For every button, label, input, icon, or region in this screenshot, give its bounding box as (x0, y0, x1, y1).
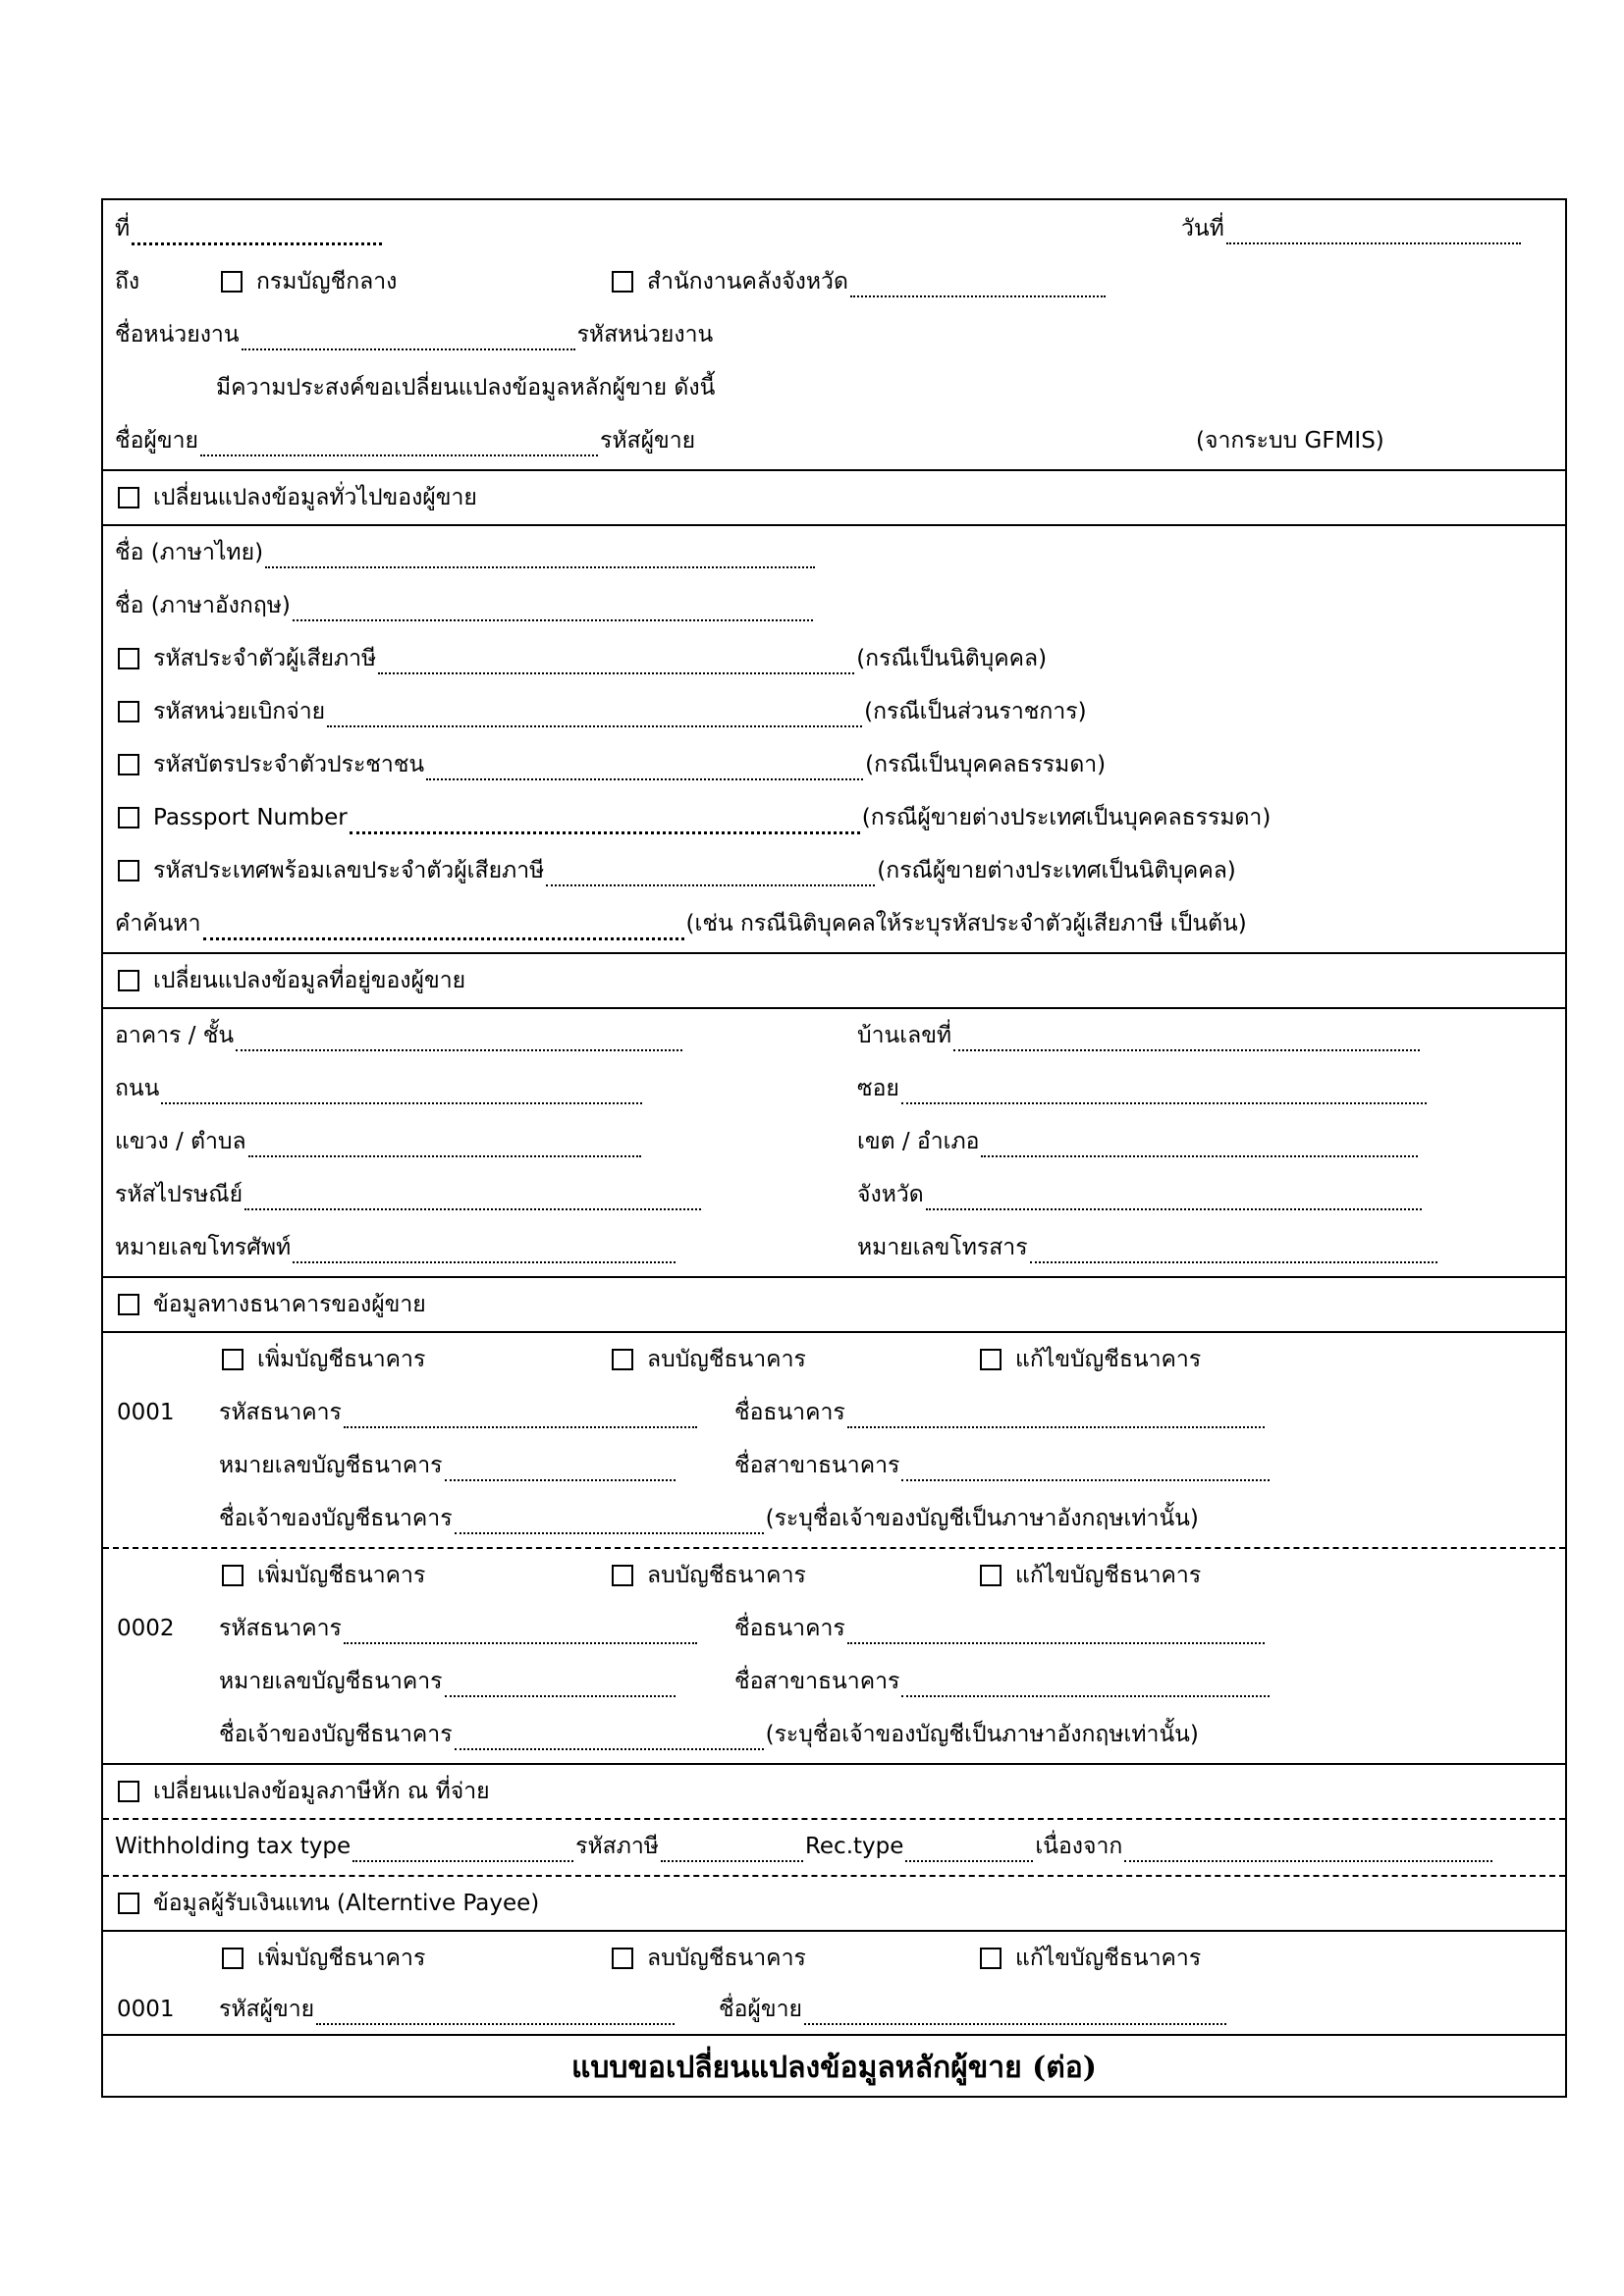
citizen-id-note: (กรณีเป็นบุคคลธรรมดา) (865, 752, 1107, 777)
bank-2-owner-note: (ระบุชื่อเจ้าของบัญชีเป็นภาษาอังกฤษเท่านั้น) (765, 1722, 1199, 1747)
alt-edit-label: แก้ไขบัญชีธนาคาร (1015, 1946, 1202, 1971)
citizen-id-field[interactable] (426, 749, 863, 780)
bank-2-owner-label: ชื่อเจ้าของบัญชีธนาคาร (219, 1722, 453, 1747)
bank-1-actions (103, 1333, 1565, 1386)
province-office-field[interactable] (850, 266, 1106, 297)
general-section-title: เปลี่ยนแปลงข้อมูลทั่วไปของผู้ขาย (153, 485, 477, 510)
bank-1-delete-label: ลบบัญชีธนาคาร (647, 1347, 806, 1372)
gfmis-note: (จากระบบ GFMIS) (1196, 428, 1384, 454)
tax-id-row (103, 632, 1565, 685)
address-row-3 (103, 1115, 1565, 1168)
province-field[interactable] (926, 1179, 1422, 1210)
building-label: อาคาร / ชั้น (115, 1023, 235, 1048)
fax-label: หมายเลขโทรสาร (857, 1235, 1028, 1260)
district-label: เขต / อำเภอ (857, 1129, 980, 1154)
alt-payee-actions (103, 1932, 1565, 1985)
header-row-4 (103, 361, 1565, 414)
rec-type-label: Rec.type (804, 1834, 904, 1859)
address-section-checkbox[interactable] (118, 970, 139, 991)
house-no-label: บ้านเลขที่ (857, 1023, 952, 1048)
search-label: คำค้นหา (115, 911, 201, 936)
withholding-section-title: เปลี่ยนแปลงข้อมูลภาษีหัก ณ ที่จ่าย (153, 1779, 490, 1804)
reason-label: เนื่องจาก (1035, 1834, 1123, 1859)
tax-id-note: (กรณีเป็นนิติบุคคล) (856, 646, 1048, 671)
postcode-label: รหัสไปรษณีย์ (115, 1182, 244, 1207)
alt-payee-row (103, 1983, 1565, 2036)
name-th-field[interactable] (265, 537, 815, 568)
bank-2-delete-label: ลบบัญชีธนาคาร (647, 1563, 806, 1588)
bank-2-edit-label: แก้ไขบัญชีธนาคาร (1015, 1563, 1202, 1588)
alt-vendor-name-field[interactable] (804, 1994, 1226, 2025)
date-field[interactable] (1226, 213, 1521, 244)
phone-field[interactable] (293, 1232, 676, 1263)
header-row-2 (103, 255, 1565, 308)
alt-vendor-name-label: ชื่อผู้ขาย (719, 1997, 803, 2022)
country-tax-label: รหัสประเทศพร้อมเลขประจำตัวผู้เสียภาษี (153, 858, 545, 883)
bank-1-edit-label: แก้ไขบัญชีธนาคาร (1015, 1347, 1202, 1372)
bank-2-edit-checkbox[interactable] (980, 1565, 1001, 1586)
disb-unit-label: รหัสหน่วยเบิกจ่าย (153, 699, 326, 724)
passport-label: Passport Number (153, 805, 348, 830)
to-comptroller-checkbox[interactable] (221, 271, 243, 293)
bank-1-owner-note: (ระบุชื่อเจ้าของบัญชีเป็นภาษาอังกฤษเท่านั้น) (765, 1506, 1199, 1531)
alt-vendor-code-label: รหัสผู้ขาย (219, 1997, 315, 2022)
bank-2-account-field[interactable] (445, 1666, 676, 1697)
bank-1-code-label: รหัสธนาคาร (219, 1400, 342, 1425)
subdistrict-field[interactable] (248, 1126, 641, 1157)
disb-unit-row (103, 685, 1565, 738)
bank-2-row-1 (103, 1602, 1565, 1655)
fax-field[interactable] (1030, 1232, 1437, 1263)
wht-code-label: รหัสภาษี (575, 1834, 659, 1859)
reason-field[interactable] (1124, 1831, 1492, 1862)
alt-payee-section-title: ข้อมูลผู้รับเงินแทน (Alterntive Payee) (153, 1891, 540, 1916)
alt-seq: 0001 (117, 1997, 175, 2022)
alt-delete-label: ลบบัญชีธนาคาร (647, 1946, 806, 1971)
bank-2-branch-label: ชื่อสาขาธนาคาร (734, 1669, 900, 1694)
withholding-row (103, 1820, 1565, 1873)
general-section-header (103, 471, 1565, 524)
alt-delete-checkbox[interactable] (612, 1948, 633, 1969)
citizen-id-label: รหัสบัตรประจำตัวประชาชน (153, 752, 425, 777)
disb-unit-note: (กรณีเป็นส่วนราชการ) (864, 699, 1087, 724)
to-provincial-checkbox[interactable] (612, 271, 633, 293)
bank-1-row-1 (103, 1386, 1565, 1439)
withholding-section-checkbox[interactable] (118, 1781, 139, 1802)
search-field[interactable] (203, 908, 684, 940)
bank-1-row-2 (103, 1439, 1565, 1492)
district-field[interactable] (981, 1126, 1418, 1157)
bank-1-account-field[interactable] (445, 1450, 676, 1481)
name-th-label: ชื่อ (ภาษาไทย) (115, 540, 264, 565)
agency-name-label: ชื่อหน่วยงาน (115, 322, 240, 347)
citizen-id-row (103, 738, 1565, 791)
road-field[interactable] (161, 1073, 642, 1104)
bank-section-title: ข้อมูลทางธนาคารของผู้ขาย (153, 1292, 426, 1317)
disb-unit-checkbox[interactable] (118, 701, 139, 722)
to-label: ถึง (115, 269, 140, 294)
bank-1-code-field[interactable] (344, 1397, 697, 1428)
passport-checkbox[interactable] (118, 807, 139, 828)
tax-id-field[interactable] (378, 643, 854, 674)
intent-text: มีความประสงค์ขอเปลี่ยนแปลงข้อมูลหลักผู้ขาย ดังนี้ (216, 375, 716, 400)
bank-2-add-label: เพิ่มบัญชีธนาคาร (257, 1563, 426, 1588)
bank-2-code-field[interactable] (344, 1613, 697, 1644)
rec-type-field[interactable] (905, 1831, 1033, 1862)
name-en-row (103, 579, 1565, 632)
vendor-code-label: รหัสผู้ขาย (600, 428, 696, 454)
bank-1-account-label: หมายเลขบัญชีธนาคาร (219, 1453, 443, 1478)
subdistrict-label: แขวง / ตำบล (115, 1129, 246, 1154)
to-comptroller-label: กรมบัญชีกลาง (256, 269, 398, 294)
no-field[interactable] (132, 213, 382, 245)
alt-add-label: เพิ่มบัญชีธนาคาร (257, 1946, 426, 1971)
vendor-name-field[interactable] (200, 425, 598, 456)
withholding-section-header (103, 1765, 1565, 1818)
soi-label: ซอย (857, 1076, 899, 1101)
building-field[interactable] (236, 1020, 682, 1051)
general-section-checkbox[interactable] (118, 487, 139, 508)
house-no-field[interactable] (953, 1020, 1420, 1051)
bank-1-name-field[interactable] (847, 1397, 1265, 1428)
passport-field[interactable] (350, 802, 860, 834)
bank-2-add-checkbox[interactable] (222, 1565, 244, 1586)
bank-2-seq: 0002 (117, 1616, 175, 1641)
address-row-2 (103, 1062, 1565, 1115)
form-title: แบบขอเปลี่ยนแปลงข้อมูลหลักผู้ขาย (ต่อ) (571, 2051, 1097, 2085)
postcode-field[interactable] (244, 1179, 701, 1210)
bank-1-owner-field[interactable] (455, 1503, 764, 1534)
bank-2-code-label: รหัสธนาคาร (219, 1616, 342, 1641)
disb-unit-field[interactable] (327, 696, 862, 727)
passport-row (103, 791, 1565, 844)
bank-2-name-field[interactable] (847, 1613, 1265, 1644)
country-tax-checkbox[interactable] (118, 860, 139, 881)
agency-name-field[interactable] (242, 319, 575, 350)
bank-2-name-label: ชื่อธนาคาร (734, 1616, 845, 1641)
country-tax-note: (กรณีผู้ขายต่างประเทศเป็นนิติบุคคล) (877, 858, 1236, 883)
bank-1-seq: 0001 (117, 1400, 175, 1425)
country-tax-field[interactable] (546, 855, 875, 886)
soi-field[interactable] (901, 1073, 1427, 1104)
search-row (103, 897, 1565, 950)
bank-section-header (103, 1278, 1565, 1331)
bank-section-checkbox[interactable] (118, 1294, 139, 1315)
vendor-name-label: ชื่อผู้ขาย (115, 428, 199, 454)
phone-label: หมายเลขโทรศัพท์ (115, 1235, 292, 1260)
bank-1-owner-label: ชื่อเจ้าของบัญชีธนาคาร (219, 1506, 453, 1531)
address-row-5 (103, 1221, 1565, 1274)
alt-vendor-code-field[interactable] (316, 1994, 675, 2025)
bank-1-row-3 (103, 1492, 1565, 1545)
name-en-label: ชื่อ (ภาษาอังกฤษ) (115, 593, 291, 618)
bank-2-actions (103, 1549, 1565, 1602)
bank-1-delete-checkbox[interactable] (612, 1349, 633, 1370)
wht-code-field[interactable] (661, 1831, 803, 1862)
tax-id-checkbox[interactable] (118, 648, 139, 669)
header-row-1 (103, 202, 1565, 255)
name-en-field[interactable] (293, 590, 813, 621)
date-label: วันที่ (1181, 216, 1224, 241)
country-tax-row (103, 844, 1565, 897)
road-label: ถนน (115, 1076, 160, 1101)
passport-note: (กรณีผู้ขายต่างประเทศเป็นบุคคลธรรมดา) (861, 805, 1272, 830)
wht-type-label: Withholding tax type (115, 1834, 352, 1859)
bank-1-branch-label: ชื่อสาขาธนาคาร (734, 1453, 900, 1478)
address-row-1 (103, 1009, 1565, 1062)
to-provincial-label: สำนักงานคลังจังหวัด (647, 269, 848, 294)
address-section-header (103, 954, 1565, 1007)
province-label: จังหวัด (857, 1182, 924, 1207)
bank-1-branch-field[interactable] (901, 1450, 1270, 1481)
citizen-id-checkbox[interactable] (118, 754, 139, 775)
header-row-3 (103, 308, 1565, 361)
bank-2-owner-field[interactable] (455, 1719, 764, 1750)
header-row-5 (103, 414, 1565, 467)
alt-payee-section-header (103, 1877, 1565, 1930)
bank-1-add-checkbox[interactable] (222, 1349, 244, 1370)
bank-2-account-label: หมายเลขบัญชีธนาคาร (219, 1669, 443, 1694)
vendor-change-form (101, 198, 1567, 2098)
alt-edit-checkbox[interactable] (980, 1948, 1001, 1969)
no-label: ที่ (115, 216, 131, 241)
name-th-row (103, 526, 1565, 579)
alt-add-checkbox[interactable] (222, 1948, 244, 1969)
address-row-4 (103, 1168, 1565, 1221)
bank-1-add-label: เพิ่มบัญชีธนาคาร (257, 1347, 426, 1372)
bank-2-row-3 (103, 1708, 1565, 1761)
search-note: (เช่น กรณีนิติบุคคลให้ระบุรหัสประจำตัวผู้เสียภาษี เป็นต้น) (685, 911, 1247, 936)
bank-1-edit-checkbox[interactable] (980, 1349, 1001, 1370)
bank-2-delete-checkbox[interactable] (612, 1565, 633, 1586)
address-section-title: เปลี่ยนแปลงข้อมูลที่อยู่ของผู้ขาย (153, 968, 466, 993)
bank-1-name-label: ชื่อธนาคาร (734, 1400, 845, 1425)
bank-2-row-2 (103, 1655, 1565, 1708)
alt-payee-section-checkbox[interactable] (118, 1893, 139, 1914)
wht-type-field[interactable] (352, 1831, 573, 1862)
bank-2-branch-field[interactable] (901, 1666, 1270, 1697)
agency-code-label: รหัสหน่วยงาน (576, 322, 714, 347)
tax-id-label: รหัสประจำตัวผู้เสียภาษี (153, 646, 377, 671)
